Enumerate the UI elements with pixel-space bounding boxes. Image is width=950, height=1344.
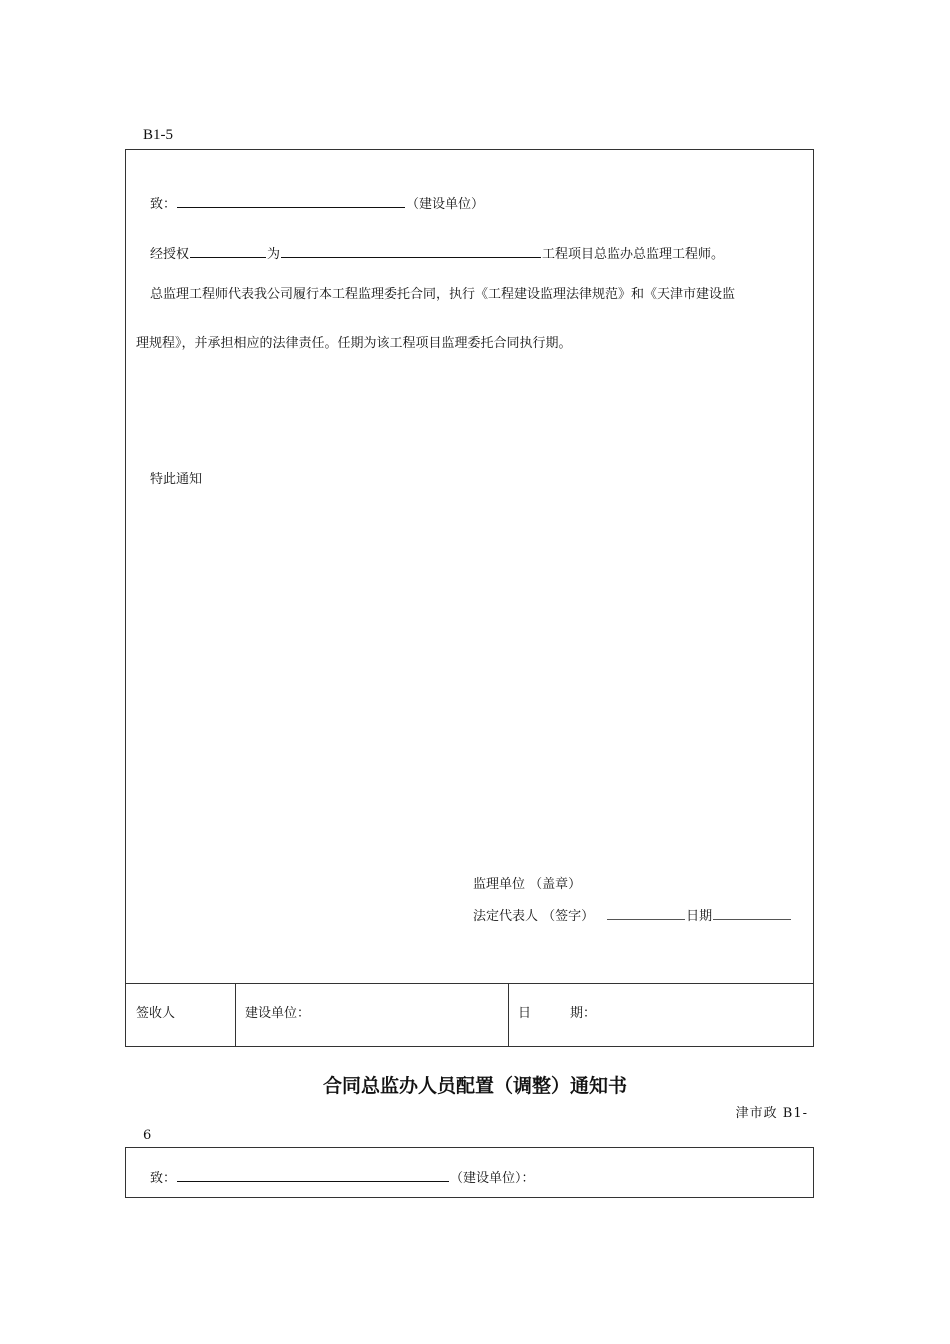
paragraph-line-1: 总监理工程师代表我公司履行本工程监理委托合同，执行《工程建设监理法律规范》和《天津市建设监 xyxy=(150,287,736,302)
representative-line xyxy=(473,905,792,924)
supervision-unit-label: 监理单位 （盖章） xyxy=(473,877,582,892)
representative-label: 法定代表人 （签字） xyxy=(473,909,595,924)
notice-form-frame xyxy=(125,149,814,1047)
receipt-date-label: 日 期： xyxy=(518,1006,597,1021)
auth-prefix: 经授权 xyxy=(150,247,190,262)
date-blank[interactable] xyxy=(713,918,791,920)
paragraph-line-2: 理规程》，并承担相应的法律责任。任期为该工程项目监理委托合同执行期。 xyxy=(136,336,572,351)
form2-to-suffix: （建设单位）： xyxy=(450,1171,535,1186)
signature-blank[interactable] xyxy=(607,918,685,920)
cell-divider-1 xyxy=(235,983,236,1047)
to-label: 致： xyxy=(150,197,177,212)
form-title: 合同总监办人员配置（调整）通知书 xyxy=(322,1075,627,1097)
authorizer-blank[interactable] xyxy=(190,256,266,258)
form-code: B1-5 xyxy=(143,127,173,143)
project-blank[interactable] xyxy=(281,256,541,258)
receiver-label: 签收人 xyxy=(136,1006,176,1021)
staffing-form-frame xyxy=(125,1147,814,1198)
notice-closing: 特此通知 xyxy=(150,472,203,487)
recipient-line xyxy=(150,193,484,212)
form2-to-label: 致： xyxy=(150,1171,177,1186)
recipient-blank[interactable] xyxy=(177,206,405,208)
form2-code-line-1: 津市政 B1- xyxy=(735,1106,808,1121)
cell-divider-2 xyxy=(508,983,509,1047)
construction-unit-label: 建设单位： xyxy=(245,1006,311,1021)
form2-recipient-line xyxy=(150,1167,535,1186)
table-divider xyxy=(126,983,813,984)
auth-suffix: 工程项目总监办总监理工程师。 xyxy=(542,247,725,262)
auth-mid: 为 xyxy=(267,247,281,262)
form2-code-line-2: 6 xyxy=(143,1128,152,1143)
to-suffix: （建设单位） xyxy=(406,197,485,212)
authorization-line xyxy=(150,243,724,262)
date-label: 日期 xyxy=(686,909,713,924)
form2-recipient-blank[interactable] xyxy=(177,1180,449,1182)
